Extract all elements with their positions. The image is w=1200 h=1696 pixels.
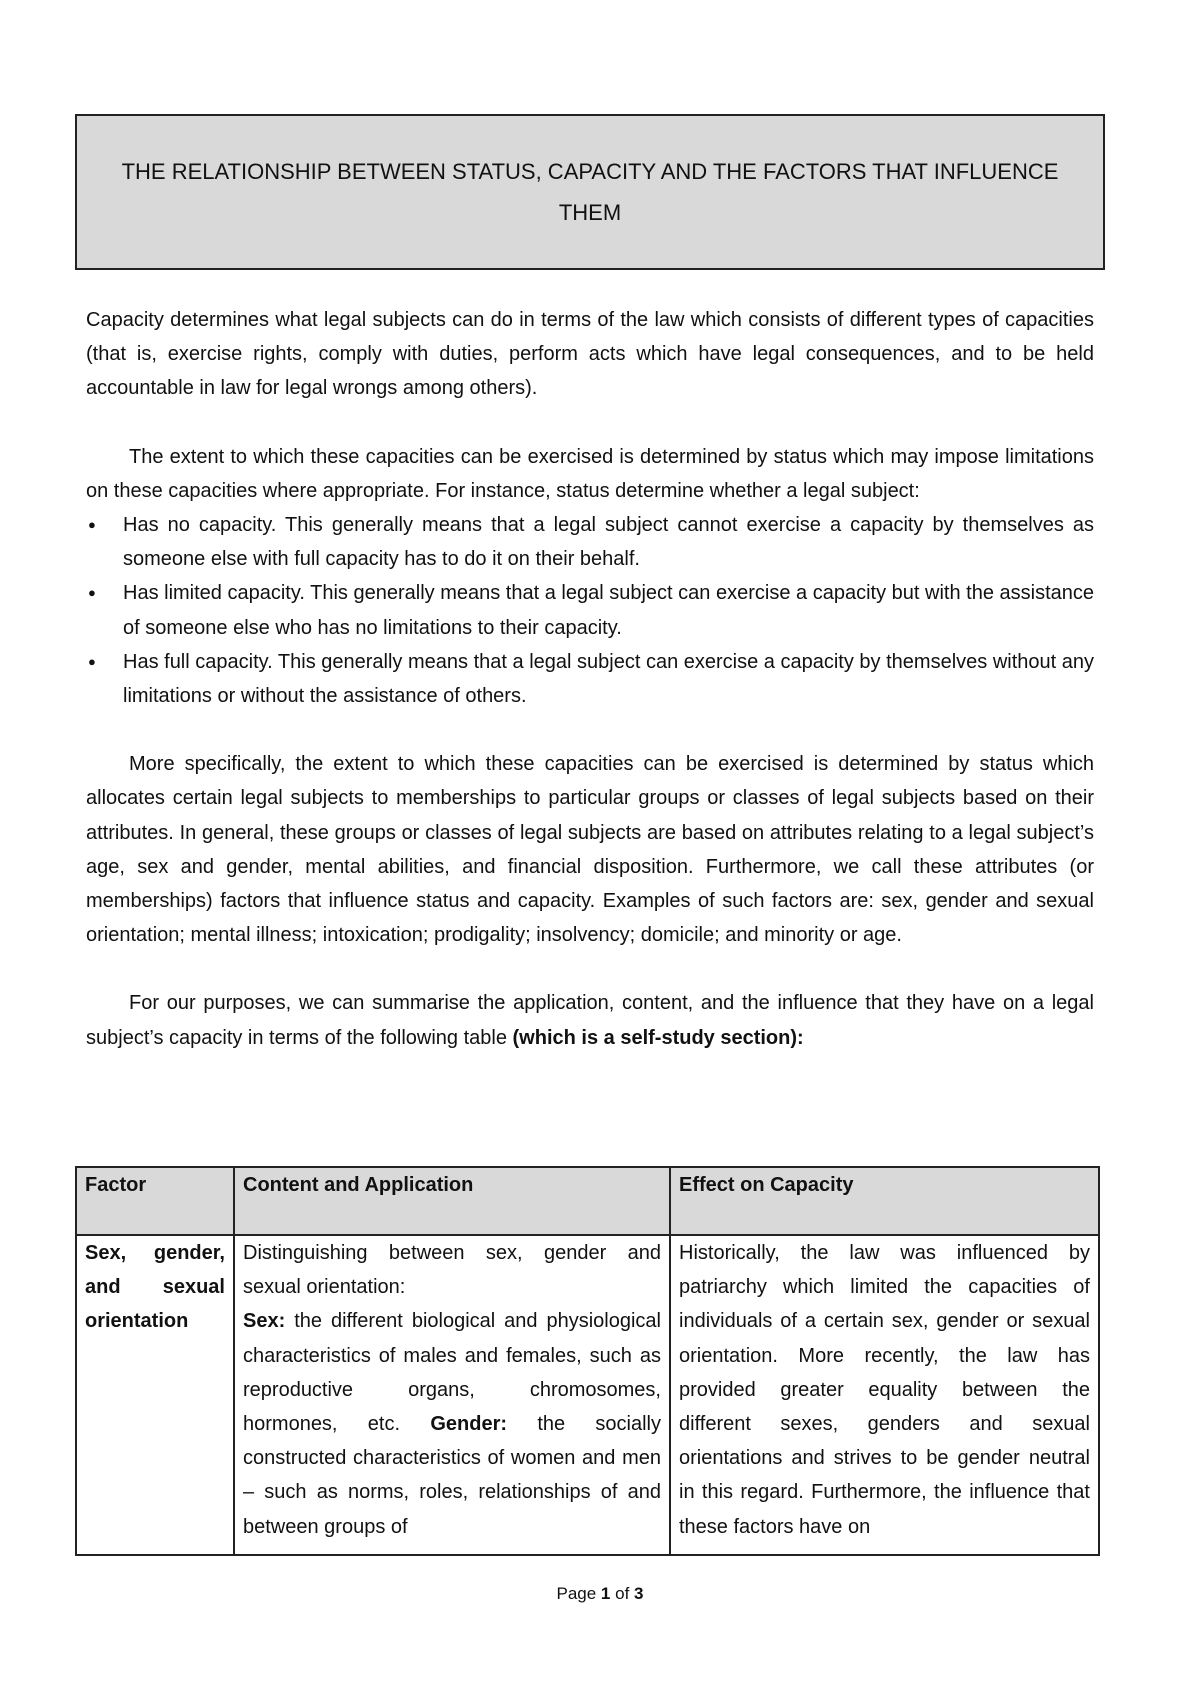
sex-label: Sex: xyxy=(243,1310,286,1333)
header-content-application: Content and Application xyxy=(234,1167,670,1235)
total-pages-number: 3 xyxy=(634,1584,644,1603)
paragraph-status-limitations: The extent to which these capacities can be exercised is determined by status which may impose limitations on these capacities where appropriate. For instance, status determine whether a legal subject: xyxy=(86,445,1094,502)
document-title: THE RELATIONSHIP BETWEEN STATUS, CAPACITY AND THE FACTORS THAT INFLUENCE THEM xyxy=(121,159,1059,225)
current-page-number: 1 xyxy=(600,1584,611,1603)
page-word: Page xyxy=(556,1584,597,1603)
cell-effect-on-capacity: Historically, the law was influenced by patriarchy which limited the capacities of individuals of a certain sex, gender or sexual orientation. More recently, the law has provided greater equality between the different sexes, genders and sexual orientations and strives to be gender neutral in this regard. Furthermore, the influence that these factors have on xyxy=(670,1235,1099,1555)
paragraph-factors: More specifically, the extent to which these capacities can be exercised is determined by status which allocates certain legal subjects to memberships to particular groups or classes of legal subjects based on their attributes. In general, these groups or classes of legal subjects are based on attributes relating to a legal subject’s age, sex and gender, mental abilities, and financial disposition. Furthermore, we call these attributes (or memberships) factors that influence status and capacity. Examples of such factors are: sex, gender and sexual orientation; mental illness; intoxication; prodigality; insolvency; domicile; and minority or age. xyxy=(86,753,1094,947)
factors-table xyxy=(75,1166,1100,1556)
page-footer xyxy=(0,1584,1200,1604)
sex-definition: the different biological and physiological characteristics of males and females, such as reproductive organs, chromosomes, hormones, etc. xyxy=(243,1310,661,1436)
table-intro-text: For our purposes, we can summarise the application, content, and the influence that they have on a legal subject’s capacity in terms of the following table xyxy=(86,992,1094,1049)
bullet-full-capacity: ● Has full capacity. This generally means that a legal subject can exercise a capacity by themselves without any limitations or without the assistance of others. xyxy=(86,645,1094,713)
header-factor: Factor xyxy=(76,1167,234,1235)
capacity-bullet-list xyxy=(86,508,1094,713)
self-study-note: (which is a self-study section): xyxy=(512,1026,804,1049)
body-text xyxy=(86,303,1094,1055)
bullet-no-capacity: ● Has no capacity. This generally means that a legal subject cannot exercise a capacity by themselves as someone else with full capacity has to do it on their behalf. xyxy=(86,508,1094,576)
cell-content-application xyxy=(234,1235,670,1555)
of-word: of xyxy=(615,1584,630,1603)
gender-label: Gender: xyxy=(430,1413,508,1436)
content-intro: Distinguishing between sex, gender and sexual orientation: xyxy=(243,1242,661,1299)
cell-factor: Sex, gender, and sexual orientation xyxy=(76,1235,234,1555)
bullet-limited-capacity: ● Has limited capacity. This generally means that a legal subject can exercise a capacity but with the assistance of someone else who has no limitations to their capacity. xyxy=(86,576,1094,644)
gender-definition: the socially constructed characteristics of women and men – such as norms, roles, relationships of and between groups of xyxy=(243,1413,661,1538)
header-effect-on-capacity: Effect on Capacity xyxy=(670,1167,1099,1235)
document-title-box xyxy=(75,114,1105,270)
paragraph-capacity-definition: Capacity determines what legal subjects can do in terms of the law which consists of different types of capacities (that is, exercise rights, comply with duties, perform acts which have legal consequences, and to be held accountable in law for legal wrongs among others). xyxy=(86,309,1094,400)
paragraph-table-intro xyxy=(86,986,1094,1054)
table-row xyxy=(76,1235,1099,1555)
table-header-row xyxy=(76,1167,1099,1235)
